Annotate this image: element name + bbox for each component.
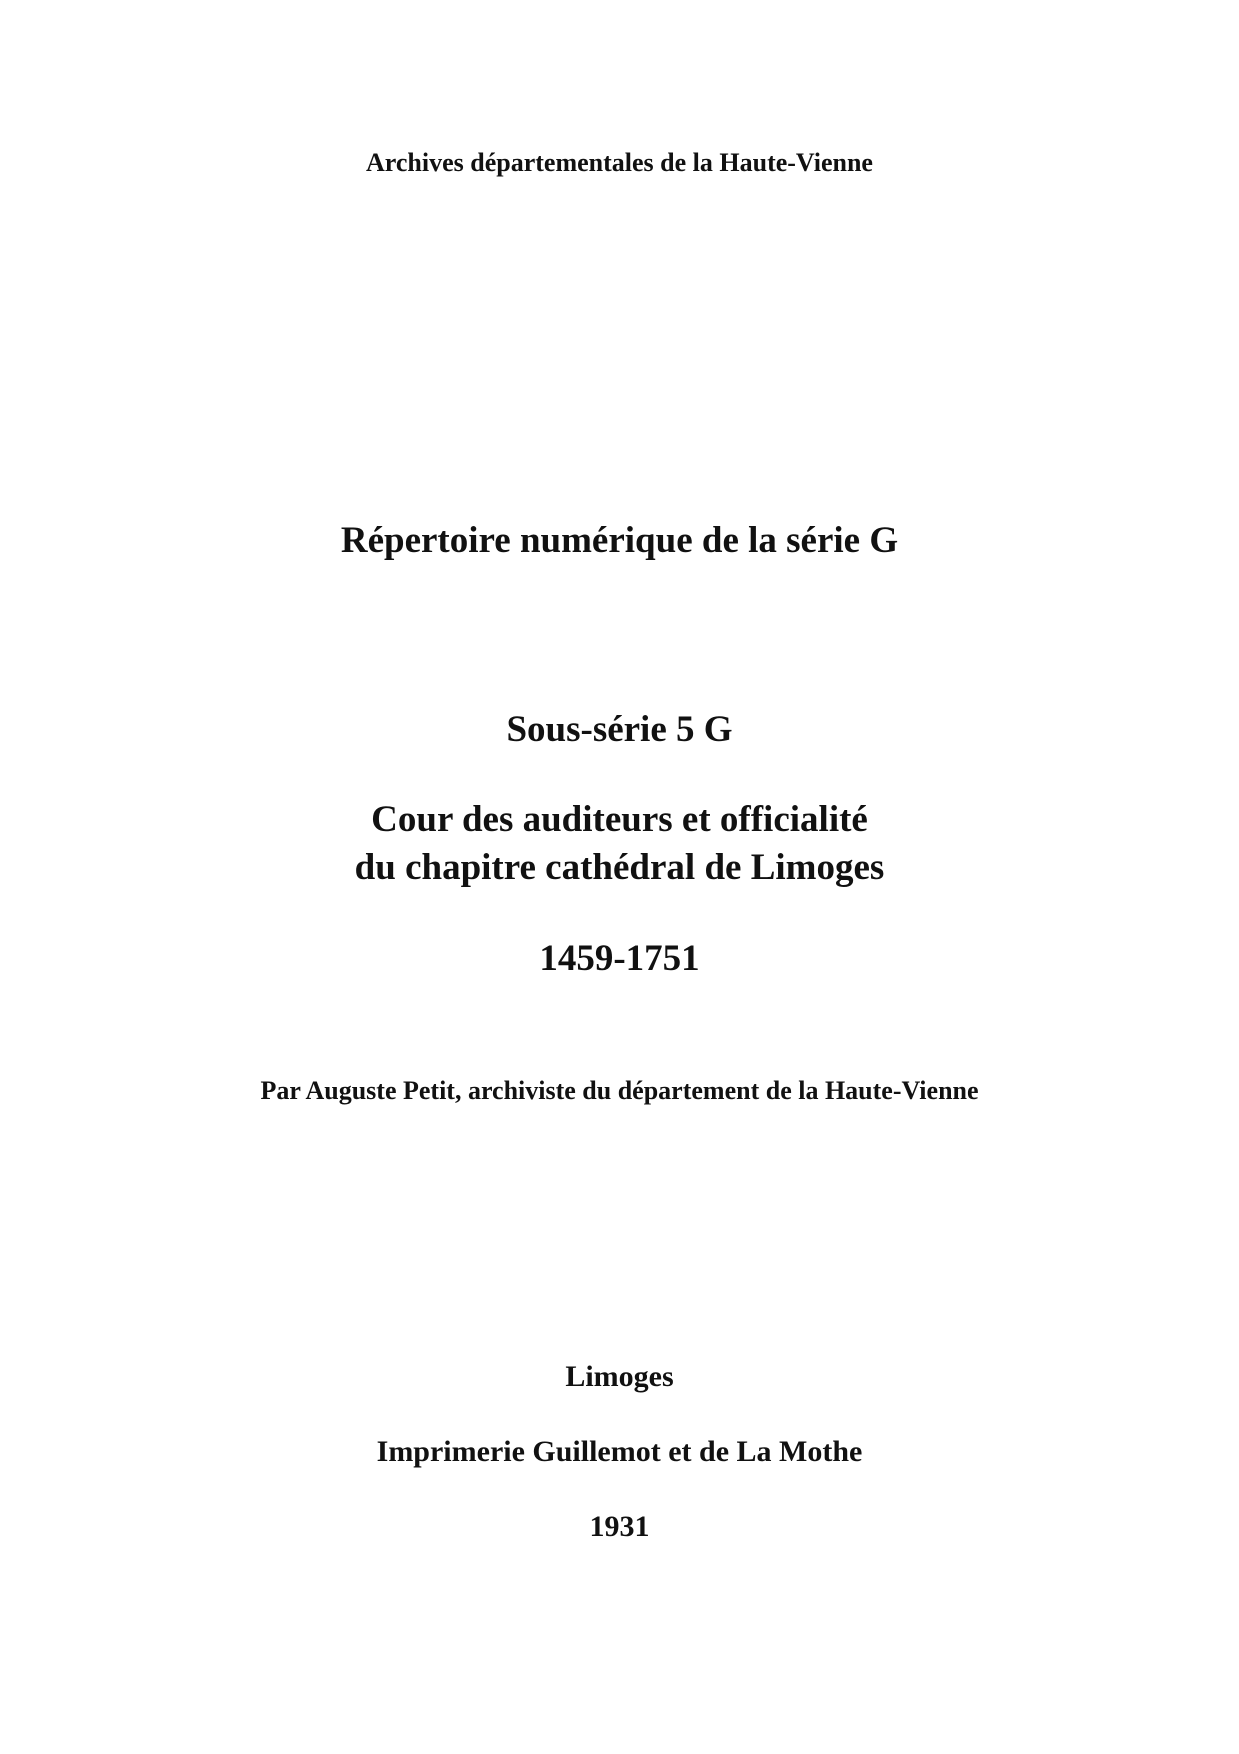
institution-heading: Archives départementales de la Haute-Vienne <box>366 148 873 177</box>
subject-line-1: Cour des auditeurs et officialité <box>371 799 868 840</box>
subject-line-2: du chapitre cathédral de Limoges <box>354 847 885 888</box>
imprint-place: Limoges <box>565 1360 674 1393</box>
author-credit: Par Auguste Petit, archiviste du département de la Haute-Vienne <box>260 1076 979 1105</box>
date-range: 1459-1751 <box>539 938 700 979</box>
document-title: Répertoire numérique de la série G <box>340 520 899 561</box>
subseries-heading: Sous-série 5 G <box>506 709 733 750</box>
imprint-printer: Imprimerie Guillemot et de La Mothe <box>376 1435 863 1468</box>
imprint-year: 1931 <box>589 1510 650 1543</box>
